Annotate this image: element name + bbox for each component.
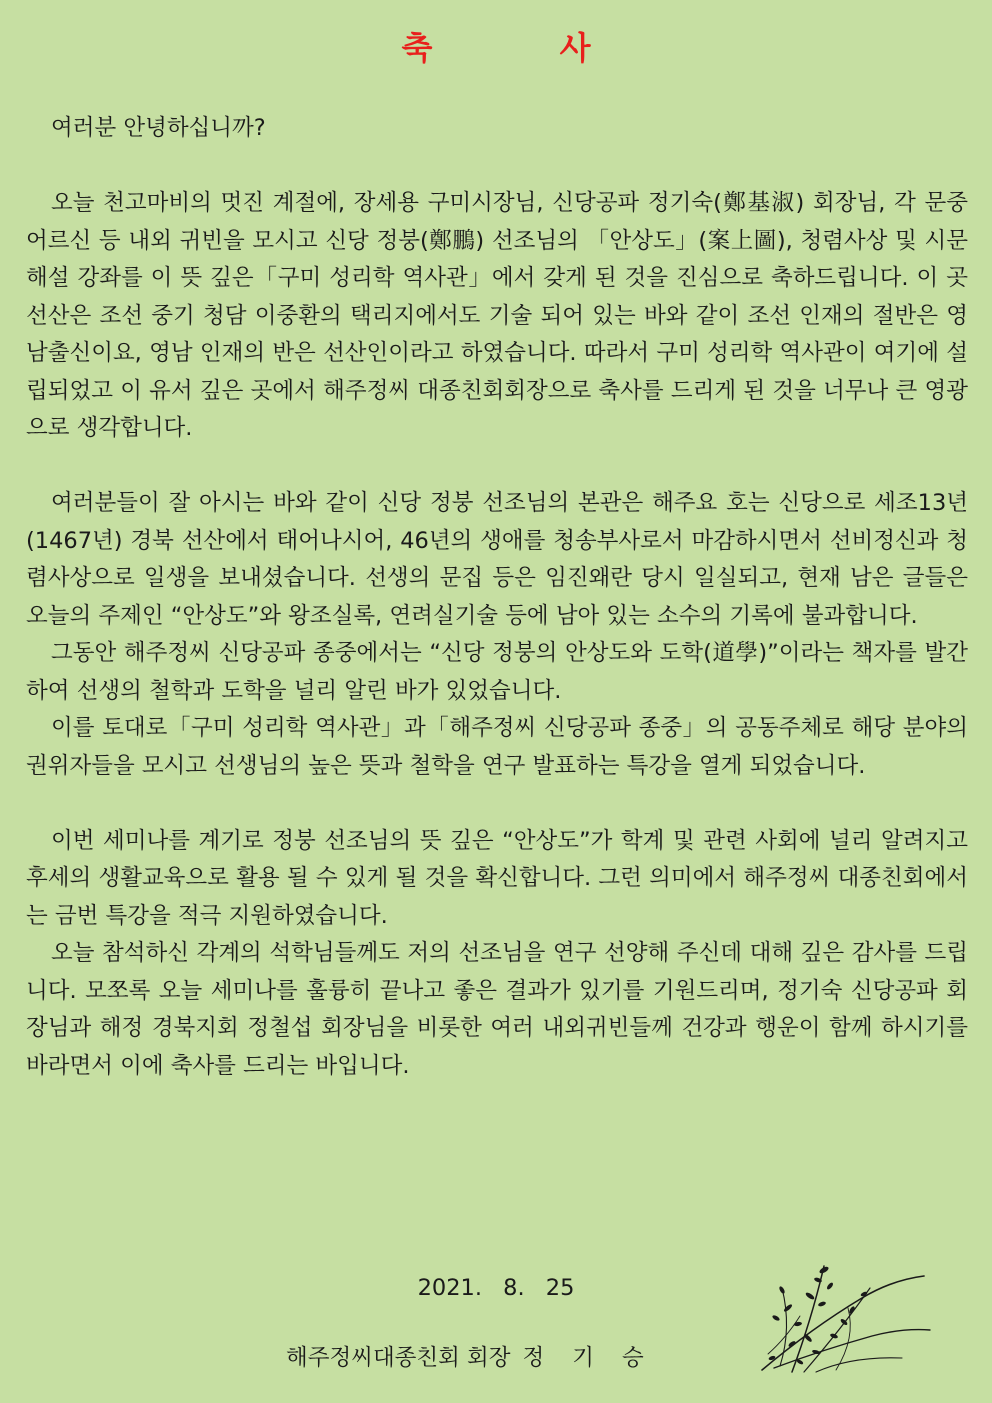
paragraph: 이번 세미나를 계기로 정붕 선조님의 뜻 깊은 “안상도”가 학계 및 관련 사회에 널리 알려지고 후세의 생활교육으로 활용 될 수 있게 될 것을 확신합니다. 그런 의미에서 해주정씨 대종친회에서는 금번 특강을 적극 지원하였습니다. xyxy=(26,827,968,929)
paragraph: 오늘 천고마비의 멋진 계절에, 장세용 구미시장님, 신당공파 정기숙(鄭基淑) 회장님, 각 문중어르신 등 내외 귀빈을 모시고 신당 정붕(鄭鵬) 선조님의 「안상도」(案上圖), 청렴사상 및 시문 해설 강좌를 이 뜻 깊은「구미 성리학 역사관」에서 갖게 된 것을 진심으로 축하드립니다. 이 곳 선산은 조선 중기 청담 이중환의 택리지에서도 기술 되어 있는 바와 같이 조선 인재의 절반은 영남출신이요, 영남 인재의 반은 선산인이라고 하였습니다. 따라서 구미 성리학 역사관이 여기에 설립되었고 이 유서 깊은 곳에서 해주정씨 대종친회회장으로 축사를 드리게 된 것을 너무나 큰 영광으로 생각합니다. xyxy=(26,190,968,441)
signature-line xyxy=(286,1340,672,1376)
letter-body xyxy=(26,110,968,1085)
page-title: 축 사 xyxy=(401,29,649,67)
paragraph: 오늘 참석하신 각계의 석학님들께도 저의 선조님을 연구 선양해 주신데 대해 깊은 감사를 드립니다. 모쪼록 오늘 세미나를 훌륭히 끝나고 좋은 결과가 있기를 기원드리며, 정기숙 신당공파 회장님과 해정 경북지회 정철섭 회장님을 비롯한 여러 내외귀빈들께 건강과 행운이 함께 하시기를 바라면서 이에 축사를 드리는 바입니다. xyxy=(26,940,968,1079)
orchid-ink-painting-icon xyxy=(752,1258,932,1378)
paragraph-gap xyxy=(26,785,968,823)
paragraph: 이를 토대로「구미 성리학 역사관」과「해주정씨 신당공파 종중」의 공동주체로 해당 분야의 권위자들을 모시고 선생님의 높은 뜻과 철학을 연구 발표하는 특강을 열게 되었습니다. xyxy=(26,715,968,779)
paragraph-gap xyxy=(26,148,968,186)
paragraph: 여러분들이 잘 아시는 바와 같이 신당 정붕 선조님의 본관은 해주요 호는 신당으로 세조13년(1467년) 경북 선산에서 태어나시어, 46년의 생애를 청송부사로서 마감하시면서 선비정신과 청렴사상으로 일생을 보내셨습니다. 선생의 문집 등은 임진왜란 당시 일실되고, 현재 남은 글들은 오늘의 주제인 “안상도”와 왕조실록, 연려실기술 등에 남아 있는 소수의 기록에 불과합니다. xyxy=(26,490,968,629)
letter-date: 2021. 8. 25 xyxy=(417,1275,575,1301)
paragraph: 그동안 해주정씨 신당공파 종중에서는 “신당 정붕의 안상도와 도학(道學)”이라는 책자를 발간하여 선생의 철학과 도학을 널리 알린 바가 있었습니다. xyxy=(26,640,968,704)
signature-name: 정기승 xyxy=(522,1345,672,1371)
signature-organization: 해주정씨대종친회 회장 xyxy=(286,1345,511,1371)
paragraph-gap xyxy=(26,448,968,486)
paragraph: 여러분 안녕하십니까? xyxy=(51,115,266,141)
